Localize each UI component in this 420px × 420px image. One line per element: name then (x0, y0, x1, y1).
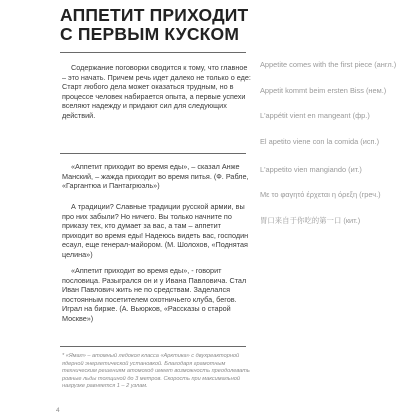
quote-rabelais: «Аппетит приходит во время еды», – сказал Анже Манский, – жажда приходит во время питья. (Ф. Рабле, «Гаргантюа и Пантагрюэль») (62, 162, 249, 191)
quote-sholokhov: А традиции? Славные традиции русской армии, вы про них забыли? Но ничего. Вы только начните по приказу тех, кто думает за вас, а там – аппетит приходит во время еды! Надеюсь видеть вас, господин есаул, еще генерал-майором. (М. Шолохов, «Поднятая целина») (62, 202, 249, 259)
translation-english: Appetite comes with the first piece (англ.) (260, 60, 397, 69)
translation-italian: L'appetito vien mangiando (ит.) (260, 165, 362, 174)
translation-german: Appetit kommt beim ersten Biss (нем.) (260, 86, 387, 95)
quote-vyurkov: «Аппетит приходит во время еды», - говорит пословица. Разыгрался он и у Ивана Павловича. Стал Иван Павлович жить не по средствам. Заделался постоянным посетителем охотничьего клуба, бегов. Играл на бирже. (А. Вьюрков, «Рассказы о старой Москве») (62, 266, 247, 323)
translation-chinese: 胃口来自于你吃的第一口 (кит.) (260, 216, 361, 225)
divider-middle (60, 153, 246, 154)
divider-footnote (60, 346, 246, 347)
divider-top (60, 52, 246, 53)
intro-paragraph: Содержание поговорки сводится к тому, что главное – это начать. Причем речь идет далеко не только о еде: Старт любого дела может оказаться трудным, но в процессе человек набирается опыта, а первые успехи вселяют надежду и придают сил для следующих действий. (62, 63, 251, 120)
translation-greek: Με το φαγητό έρχεται η όρεξη (греч.) (260, 190, 381, 199)
title-line-1: АППЕТИТ ПРИХОДИТ (60, 5, 249, 25)
footnote: * «Ямал» – атомный ледокол класса «Арктика» с двухреакторной ядерной энергетической установкой. Благодаря грамотным техническим решениям атомоход имеет возможность преодолевать ровные льды толщиной до 3 метров. Скорость при максимальной нагрузке равняется 1 – 2 узлам. (62, 353, 250, 389)
page-title (60, 6, 360, 44)
title-line-2: С ПЕРВЫМ КУСКОМ (60, 24, 240, 44)
page-number: 4 (56, 407, 60, 414)
translation-spanish: El apetito viene con la comida (исп.) (260, 137, 380, 146)
translation-french: L'appétit vient en mangeant (фр.) (260, 111, 370, 120)
